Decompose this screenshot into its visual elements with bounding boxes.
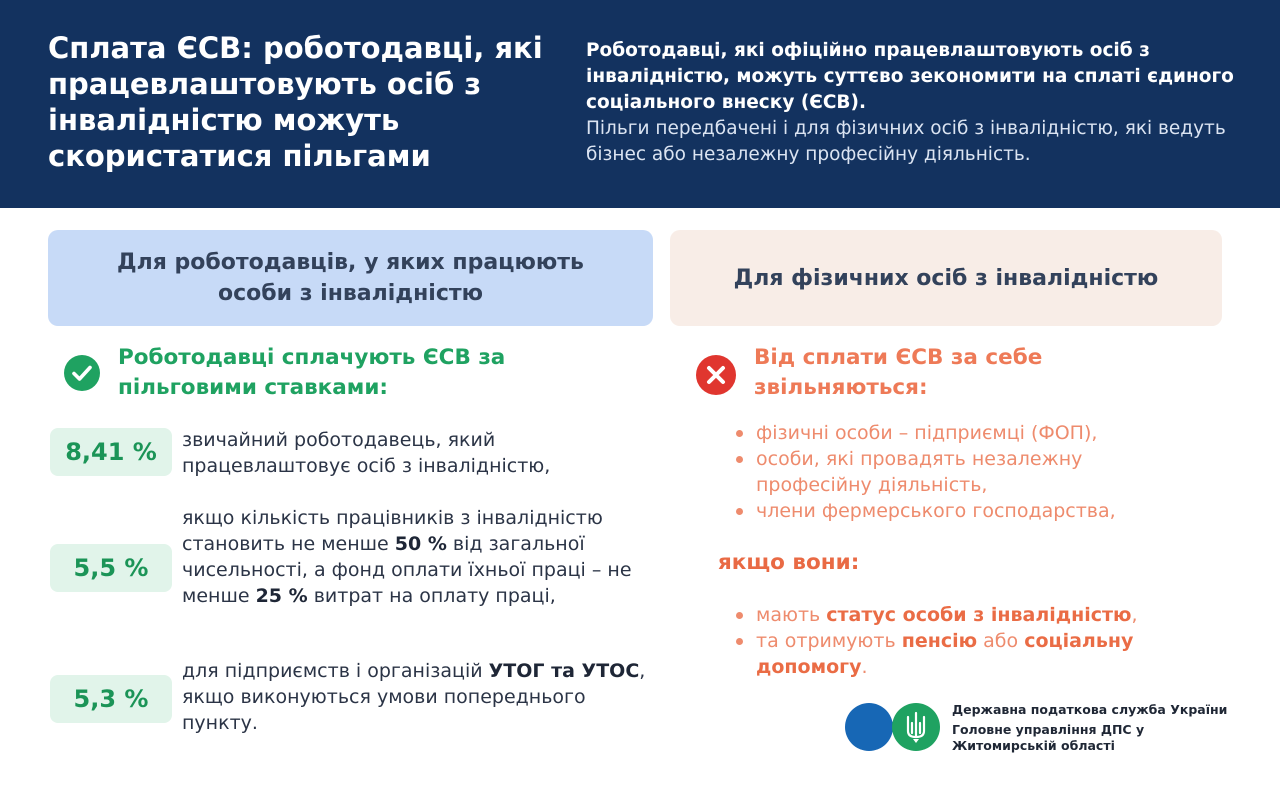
header-banner <box>0 0 1280 208</box>
exempt-list <box>734 420 1204 524</box>
condition-heading: якщо вони: <box>718 550 860 575</box>
rate-highlight: УТОГ та УТОС <box>488 660 640 682</box>
rate-text-part: , якщо виконуються умови попереднього пункту. <box>182 660 646 734</box>
rate-text-part: для підприємств і організацій <box>182 660 483 682</box>
list-item <box>734 628 1204 680</box>
employers-heading: Роботодавці сплачують ЄСВ за пільговими ставками: <box>118 345 506 400</box>
condition-list <box>734 602 1204 680</box>
list-item: особи, які провадять незалежну професійну діяльність, <box>734 446 1204 498</box>
condition-text: та отримують <box>756 630 902 652</box>
list-item: фізичні особи – підприємці (ФОП), <box>734 420 1204 446</box>
rate-description <box>182 505 652 609</box>
list-item <box>734 602 1204 628</box>
rate-text-part: від загальної чисельності, а фонд оплати їхньої праці – не менше <box>182 533 632 607</box>
employers-card-title: Для роботодавців, у яких працюють особи з інвалідністю <box>117 250 584 306</box>
individuals-card-title: Для фізичних осіб з інвалідністю <box>733 265 1159 291</box>
rate-text-part: якщо кількість працівників з інвалідністю становить не менше <box>182 507 603 555</box>
rate-badge: 8,41 % <box>50 428 172 476</box>
individuals-heading: Від сплати ЄСВ за себе звільняються: <box>754 345 1043 400</box>
tax-service-logo <box>845 703 893 751</box>
org-name: Державна податкова служба України <box>952 702 1228 717</box>
check-circle-icon <box>64 355 100 391</box>
individuals-card <box>670 230 1222 326</box>
rate-description: звичайний роботодавець, який працевлаштовує осіб з інвалідністю, <box>182 429 551 477</box>
rate-badge: 5,3 % <box>50 675 172 723</box>
condition-highlight: пенсію <box>901 630 978 652</box>
condition-text: . <box>861 656 868 678</box>
condition-text: мають <box>756 604 827 626</box>
page-title: Сплата ЄСВ: роботодавці, які працевлаштовують осіб з інвалідністю можуть скористатися пільгами <box>48 31 543 173</box>
employers-card <box>48 230 653 326</box>
rate-description <box>182 658 652 736</box>
org-department: Головне управління ДПС у Житомирській області <box>952 722 1145 753</box>
list-item: члени фермерського господарства, <box>734 498 1204 524</box>
condition-highlight: статус особи з інвалідністю <box>826 604 1132 626</box>
rate-highlight: 25 % <box>255 585 308 607</box>
tryzub-emblem-icon <box>892 703 940 751</box>
header-lead-text: Роботодавці, які офіційно працевлаштовують осіб з інвалідністю, можуть суттєво зекономити на сплаті єдиного соціального внеску (ЄСВ). <box>586 40 1234 113</box>
rate-highlight: 50 % <box>394 533 447 555</box>
rate-text-part: витрат на оплату праці, <box>313 585 556 607</box>
cross-circle-icon <box>696 355 736 395</box>
condition-text: або <box>977 630 1025 652</box>
rate-badge: 5,5 % <box>50 544 172 592</box>
condition-highlight: соціальну допомогу <box>756 630 1134 678</box>
header-sub-text: Пільги передбачені і для фізичних осіб з інвалідністю, які ведуть бізнес або незалежну професійну діяльність. <box>586 118 1226 165</box>
condition-text: , <box>1131 604 1138 626</box>
